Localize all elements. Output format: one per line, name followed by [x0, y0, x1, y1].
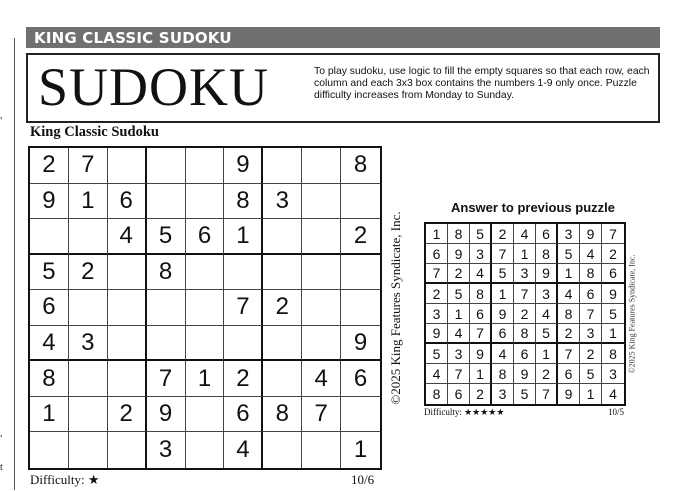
answer-cell-r7c4: 4: [492, 344, 514, 364]
copyright-text: ©2025 King Features Syndicate, Inc.: [388, 211, 403, 405]
answer-cell-r2c6: 8: [536, 244, 558, 264]
answer-cell-r4c1: 2: [426, 284, 448, 304]
copyright-text: ©2025 King Features Syndicate, Inc.: [627, 254, 637, 374]
sudoku-cell-r4c7[interactable]: [263, 255, 302, 291]
answer-grid: [424, 222, 626, 406]
column-divider: [14, 38, 15, 490]
answer-cell-r1c6: 6: [536, 224, 558, 244]
answer-cell-r1c5: 4: [514, 224, 536, 244]
sudoku-cell-r5c6: 7: [224, 290, 263, 326]
sudoku-cell-r9c9: 1: [353, 436, 368, 464]
sudoku-cell-r1c7[interactable]: [263, 148, 302, 184]
sudoku-cell-r1c6: 9: [224, 148, 263, 184]
sudoku-cell-r7c3[interactable]: [108, 361, 147, 397]
sudoku-cell-r9c3[interactable]: [108, 432, 147, 468]
answer-title: Answer to previous puzzle: [451, 200, 615, 215]
sudoku-cell-r2c6: 8: [224, 184, 263, 220]
answer-cell-r3c6: 9: [536, 264, 558, 284]
answer-cell-r1c1: 1: [426, 224, 448, 244]
answer-cell-r8c1: 4: [426, 364, 448, 384]
sudoku-cell-r7c6: 2: [224, 361, 263, 397]
answer-cell-r3c1: 7: [426, 264, 448, 284]
answer-cell-r2c2: 9: [448, 244, 470, 264]
answer-cell-r8c8: 5: [580, 364, 602, 384]
answer-cell-r9c2: 6: [448, 384, 470, 404]
answer-cell-r5c6: 4: [536, 304, 558, 324]
sudoku-cell-r2c8[interactable]: [302, 184, 341, 220]
sudoku-cell-r3c8[interactable]: [302, 219, 341, 255]
sudoku-cell-r4c2: 2: [69, 255, 108, 291]
answer-cell-r9c9: 4: [609, 386, 617, 402]
answer-cell-r6c1: 9: [426, 324, 448, 344]
sudoku-cell-r1c2: 7: [69, 148, 108, 184]
sudoku-cell-r6c5[interactable]: [186, 326, 225, 362]
sudoku-cell-r5c4[interactable]: [147, 290, 186, 326]
sudoku-cell-r8c8: 7: [302, 397, 341, 433]
sudoku-cell-r6c9: 9: [341, 326, 380, 362]
sudoku-cell-r6c7[interactable]: [263, 326, 302, 362]
sudoku-cell-r6c4[interactable]: [147, 326, 186, 362]
answer-cell-r1c9: 7: [602, 224, 624, 244]
sudoku-cell-r5c3[interactable]: [108, 290, 147, 326]
answer-cell-r5c7: 8: [558, 304, 580, 324]
answer-cell-r5c4: 9: [492, 304, 514, 324]
section-banner: [26, 27, 660, 48]
puzzle-copyright: [387, 146, 405, 470]
sudoku-logo-title: SUDOKU: [38, 57, 270, 117]
answer-difficulty: Difficulty: ★★★★★: [424, 407, 505, 417]
sudoku-cell-r6c2: 3: [69, 326, 108, 362]
answer-cell-r6c4: 6: [492, 324, 514, 344]
sudoku-cell-r1c3[interactable]: [108, 148, 147, 184]
answer-cell-r3c5: 3: [514, 264, 536, 284]
sudoku-cell-r5c7: 2: [263, 290, 302, 326]
margin-mark: ,: [0, 110, 3, 121]
sudoku-cell-r9c4: 3: [147, 432, 186, 468]
answer-cell-r4c5: 7: [514, 284, 536, 304]
sudoku-cell-r1c1: 2: [30, 148, 69, 184]
answer-cell-r4c2: 5: [448, 284, 470, 304]
sudoku-cell-r6c8[interactable]: [302, 326, 341, 362]
answer-cell-r9c4: 3: [492, 384, 514, 404]
answer-cell-r7c1: 5: [426, 344, 448, 364]
answer-cell-r2c7: 5: [558, 244, 580, 264]
sudoku-cell-r8c3: 2: [108, 397, 147, 433]
answer-cell-r3c9: 6: [602, 264, 624, 284]
answer-cell-r8c6: 2: [536, 364, 558, 384]
sudoku-cell-r2c9[interactable]: [341, 184, 380, 220]
sudoku-cell-r1c8[interactable]: [302, 148, 341, 184]
answer-cell-r9c8: 1: [580, 384, 602, 404]
sudoku-cell-r9c8[interactable]: [302, 432, 341, 468]
sudoku-cell-r1c9: 8: [341, 148, 380, 184]
page-left-margin: [0, 0, 20, 492]
header-box: [26, 53, 660, 123]
sudoku-cell-r7c2[interactable]: [69, 361, 108, 397]
sudoku-cell-r5c5[interactable]: [186, 290, 225, 326]
answer-cell-r4c8: 6: [580, 284, 602, 304]
answer-cell-r7c3: 9: [470, 344, 492, 364]
sudoku-cell-r3c4: 5: [147, 219, 186, 255]
sudoku-cell-r4c6[interactable]: [224, 255, 263, 291]
sudoku-cell-r1c5[interactable]: [186, 148, 225, 184]
sudoku-cell-r8c1: 1: [30, 397, 69, 433]
answer-cell-r5c9: 5: [602, 304, 624, 324]
sudoku-cell-r7c4: 7: [147, 361, 186, 397]
sudoku-cell-r8c7: 8: [263, 397, 302, 433]
puzzle-date: 10/6: [351, 472, 375, 487]
answer-cell-r2c9: 2: [602, 244, 624, 264]
sudoku-cell-r9c1[interactable]: [30, 432, 69, 468]
answer-cell-r9c6: 7: [536, 384, 558, 404]
answer-cell-r6c5: 8: [514, 324, 536, 344]
sudoku-cell-r1c4[interactable]: [147, 148, 186, 184]
answer-cell-r2c5: 1: [514, 244, 536, 264]
answer-cell-r8c2: 7: [448, 364, 470, 384]
answer-cell-r4c6: 3: [536, 284, 558, 304]
sudoku-cell-r4c9[interactable]: [341, 255, 380, 291]
sudoku-cell-r6c6[interactable]: [224, 326, 263, 362]
answer-cell-r7c2: 3: [448, 344, 470, 364]
answer-cell-r4c4: 1: [492, 284, 514, 304]
sudoku-cell-r3c6: 1: [224, 219, 263, 255]
sudoku-cell-r5c9[interactable]: [341, 290, 380, 326]
answer-cell-r2c1: 6: [426, 244, 448, 264]
sudoku-cell-r5c1: 6: [30, 290, 69, 326]
banner-title: KING CLASSIC SUDOKU: [34, 29, 232, 47]
sudoku-cell-r7c1: 8: [30, 361, 69, 397]
answer-cell-r1c2: 8: [448, 224, 470, 244]
answer-cell-r3c4: 5: [492, 264, 514, 284]
sudoku-cell-r2c4[interactable]: [147, 184, 186, 220]
answer-copyright: [627, 222, 637, 406]
answer-cell-r8c7: 6: [558, 364, 580, 384]
margin-mark: t: [0, 462, 3, 473]
answer-cell-r7c9: 8: [602, 344, 624, 364]
sudoku-cell-r3c5: 6: [186, 219, 225, 255]
answer-cell-r3c8: 8: [580, 264, 602, 284]
answer-cell-r1c4: 2: [492, 224, 514, 244]
answer-cell-r4c9: 9: [602, 284, 624, 304]
answer-cell-r9c5: 5: [514, 384, 536, 404]
sudoku-cell-r4c1: 5: [30, 255, 69, 291]
answer-cell-r9c7: 9: [558, 384, 580, 404]
answer-cell-r1c3: 5: [470, 224, 492, 244]
answer-cell-r5c8: 7: [580, 304, 602, 324]
answer-cell-r6c3: 7: [470, 324, 492, 344]
answer-cell-r5c5: 2: [514, 304, 536, 324]
answer-cell-r4c7: 4: [558, 284, 580, 304]
sudoku-cell-r9c6: 4: [224, 432, 263, 468]
sudoku-cell-r2c1: 9: [30, 184, 69, 220]
sudoku-cell-r4c4: 8: [147, 255, 186, 291]
sudoku-cell-r7c5: 1: [186, 361, 225, 397]
sudoku-cell-r8c9[interactable]: [341, 397, 380, 433]
sudoku-cell-r9c2[interactable]: [69, 432, 108, 468]
sudoku-cell-r8c5[interactable]: [186, 397, 225, 433]
answer-cell-r5c3: 6: [470, 304, 492, 324]
puzzle-difficulty: Difficulty: ★: [30, 472, 100, 487]
answer-cell-r5c1: 3: [426, 304, 448, 324]
sudoku-cell-r4c3[interactable]: [108, 255, 147, 291]
sudoku-cell-r2c5[interactable]: [186, 184, 225, 220]
answer-date: 10/5: [608, 407, 625, 417]
sudoku-cell-r2c7: 3: [263, 184, 302, 220]
sudoku-cell-r2c3: 6: [108, 184, 147, 220]
answer-cell-r4c3: 8: [470, 284, 492, 304]
answer-cell-r5c2: 1: [448, 304, 470, 324]
answer-cell-r3c7: 1: [558, 264, 580, 284]
answer-cell-r6c8: 3: [580, 324, 602, 344]
sudoku-cell-r5c8[interactable]: [302, 290, 341, 326]
answer-cell-r8c4: 8: [492, 364, 514, 384]
margin-mark: ,: [0, 428, 3, 439]
answer-cell-r6c6: 5: [536, 324, 558, 344]
sudoku-cell-r7c7[interactable]: [263, 361, 302, 397]
answer-cell-r6c9: 1: [602, 324, 624, 344]
sudoku-cell-r6c3[interactable]: [108, 326, 147, 362]
sudoku-cell-r6c1: 4: [30, 326, 69, 362]
answer-cell-r9c1: 8: [426, 384, 448, 404]
sudoku-cell-r3c3: 4: [108, 219, 147, 255]
answer-cell-r7c5: 6: [514, 344, 536, 364]
sudoku-cell-r4c8[interactable]: [302, 255, 341, 291]
answer-cell-r8c3: 1: [470, 364, 492, 384]
answer-cell-r7c7: 7: [558, 344, 580, 364]
answer-cell-r8c9: 3: [602, 364, 624, 384]
sudoku-cell-r8c2[interactable]: [69, 397, 108, 433]
sudoku-cell-r2c2: 1: [69, 184, 108, 220]
answer-cell-r2c8: 4: [580, 244, 602, 264]
answer-cell-r8c5: 9: [514, 364, 536, 384]
answer-cell-r6c7: 2: [558, 324, 580, 344]
sudoku-cell-r9c5[interactable]: [186, 432, 225, 468]
answer-cell-r6c2: 4: [448, 324, 470, 344]
answer-cell-r2c3: 3: [470, 244, 492, 264]
puzzle-title: King Classic Sudoku: [30, 124, 159, 140]
sudoku-cell-r7c8: 4: [302, 361, 341, 397]
sudoku-cell-r8c4: 9: [147, 397, 186, 433]
answer-cell-r2c4: 7: [492, 244, 514, 264]
sudoku-cell-r5c2[interactable]: [69, 290, 108, 326]
sudoku-cell-r3c2[interactable]: [69, 219, 108, 255]
sudoku-cell-r3c9: 2: [341, 219, 380, 255]
answer-cell-r7c8: 2: [580, 344, 602, 364]
answer-cell-r1c7: 3: [558, 224, 580, 244]
sudoku-cell-r8c6: 6: [224, 397, 263, 433]
answer-cell-r9c3: 2: [470, 384, 492, 404]
sudoku-cell-r9c7[interactable]: [263, 432, 302, 468]
answer-cell-r3c3: 4: [470, 264, 492, 284]
sudoku-cell-r7c9: 6: [341, 361, 380, 397]
sudoku-cell-r4c5[interactable]: [186, 255, 225, 291]
answer-cell-r1c8: 9: [580, 224, 602, 244]
sudoku-puzzle-grid: [28, 146, 382, 470]
sudoku-cell-r3c1[interactable]: [30, 219, 69, 255]
sudoku-cell-r3c7[interactable]: [263, 219, 302, 255]
answer-cell-r3c2: 2: [448, 264, 470, 284]
instructions-text: To play sudoku, use logic to fill the empty squares so that each row, each column and each 3x3 box contains the numbers 1-9 only once. Puzzle difficulty increases from Monday to Sunday.: [314, 66, 650, 101]
answer-cell-r7c6: 1: [536, 344, 558, 364]
